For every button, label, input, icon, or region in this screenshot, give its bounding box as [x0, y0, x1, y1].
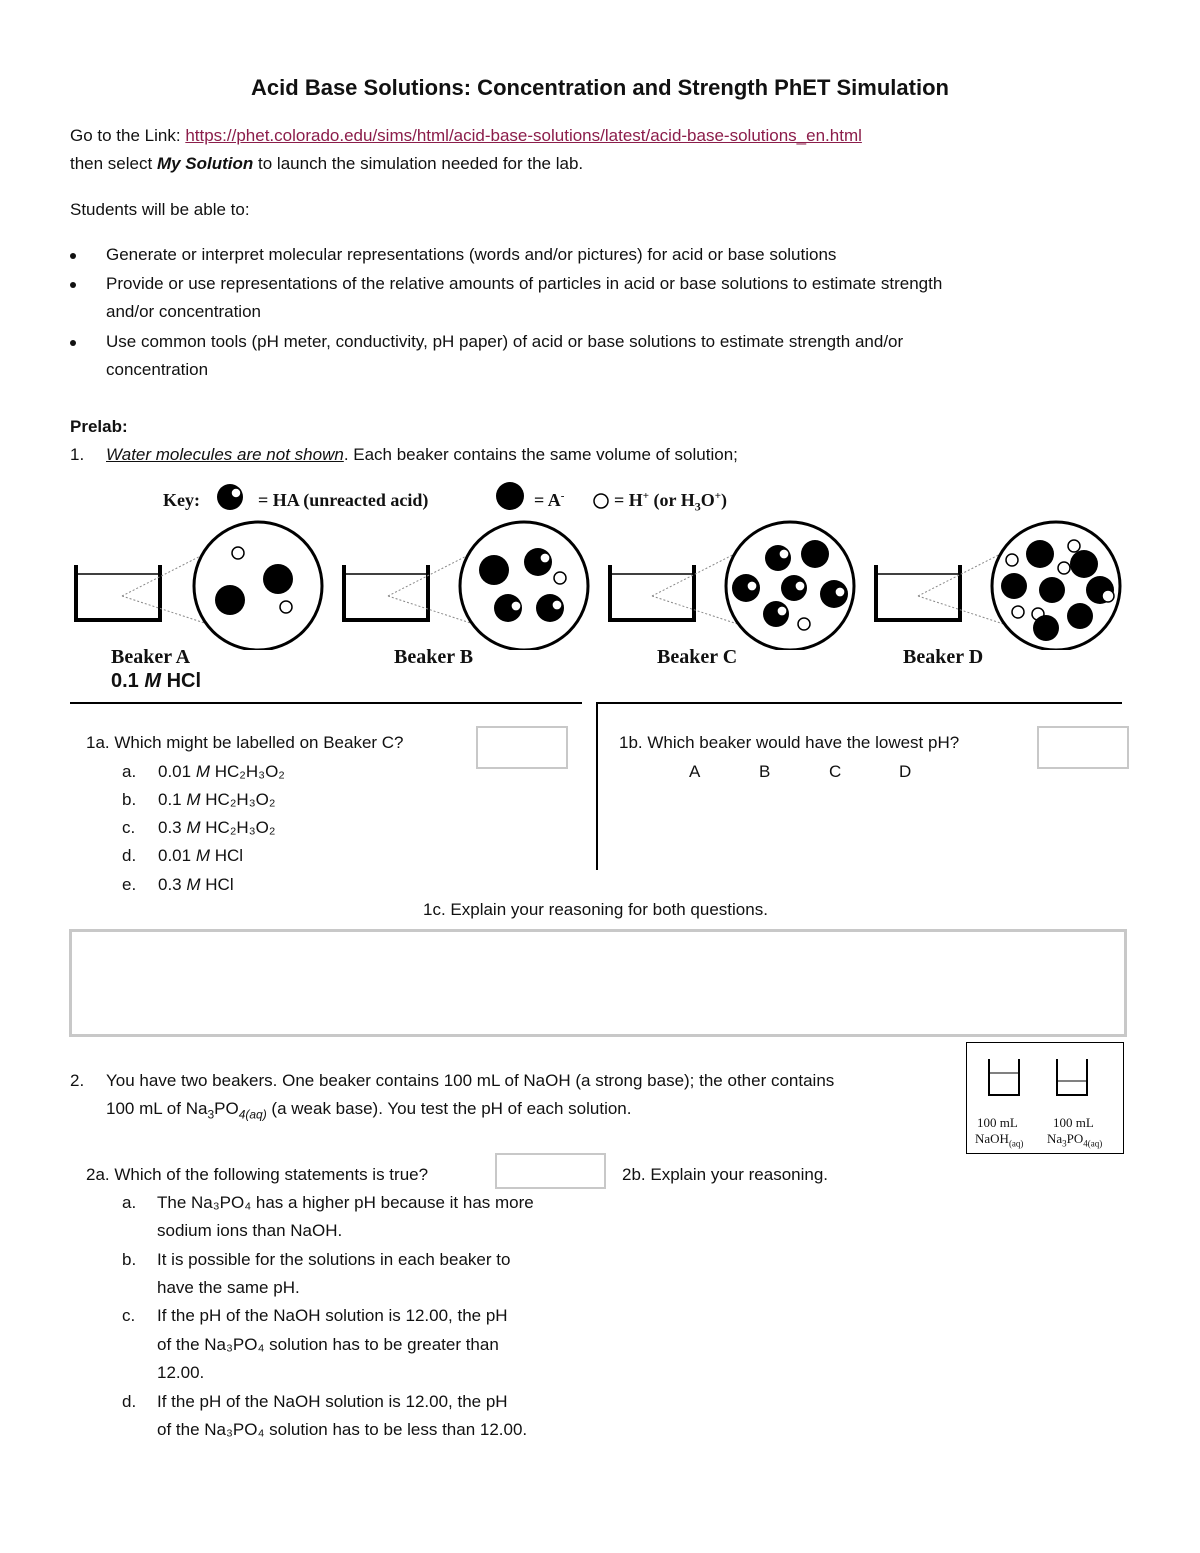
q1b-question: 1b. Which beaker would have the lowest pH? [619, 733, 960, 752]
objective-item: Provide or use representations of the relative amounts of particles in acid or base solutions to estimate strength [106, 274, 943, 293]
q1b-choice-a[interactable]: A [689, 762, 701, 781]
objectives-heading: Students will be able to: [70, 200, 250, 219]
q1b-choice-c[interactable]: C [829, 762, 842, 781]
beaker-d-figure [876, 522, 1120, 650]
objective-item: Use common tools (pH meter, conductivity, pH paper) of acid or base solutions to estimate strength and/or [106, 332, 904, 351]
beaker-a-label: Beaker A [111, 646, 191, 668]
intro-launch-line [70, 154, 583, 174]
na3po4-volume: 100 mL [1053, 1115, 1094, 1130]
q2a-option-text: If the pH of the NaOH solution is 12.00, the pH [157, 1392, 508, 1411]
q2a-option-text: It is possible for the solutions in each beaker to [157, 1250, 511, 1269]
na3po4-label: $Na_3PO_{4(aq)}$ [1047, 1131, 1103, 1149]
q1b-choice-d[interactable]: D [899, 762, 912, 781]
objective-item: Generate or interpret molecular representations (words and/or pictures) for acid or base solutions [106, 245, 837, 264]
my-solution-text: My Solution [156, 154, 254, 173]
goto-label: Go to the Link: [70, 126, 181, 145]
q2a-option-text: of the Na₃PO₄ solution has to be greater than [157, 1335, 499, 1354]
q1-number: 1. [70, 445, 85, 464]
q1-rest: . Each beaker contains the same volume of solution; [343, 445, 738, 464]
q2-text-line1: You have two beakers. One beaker contains 100 mL of NaOH (a strong base); the other contains [106, 1071, 835, 1090]
q2a-option-letter[interactable]: d. [122, 1392, 137, 1411]
q1a-option[interactable]: e. 0.3 M HCl [122, 875, 234, 894]
beaker-c-figure [610, 522, 854, 650]
beaker-c-label: Beaker C [657, 646, 738, 668]
beaker-a-figure [76, 522, 322, 650]
beaker-a-concentration: 0.1 M HCl [111, 670, 202, 692]
vertical-divider [596, 702, 598, 870]
q1a-option[interactable]: d. 0.01 M HCl [122, 846, 244, 865]
intro-link-line [70, 126, 862, 146]
then-select-text: then select [70, 154, 153, 173]
objective-item-continued: concentration [106, 360, 209, 379]
simulation-link[interactable]: https://phet.colorado.edu/sims/html/acid-base-solutions/latest/acid-base-solutions_en.html [185, 126, 862, 145]
q2b-question: 2b. Explain your reasoning. [622, 1165, 829, 1184]
q2a-option-letter[interactable]: b. [122, 1250, 137, 1269]
beaker-b-figure [344, 522, 588, 650]
q1-underlined: Water molecules are not shown [106, 445, 344, 464]
page-title: Acid Base Solutions: Concentration and Strength PhET Simulation [251, 75, 949, 100]
beaker-b-label: Beaker B [394, 646, 474, 668]
q2a-option-text: have the same pH. [157, 1278, 300, 1297]
q1a-option[interactable]: c. 0.3 M HC₂H₃O₂ [122, 818, 276, 837]
q1b-choice-b[interactable]: B [759, 762, 771, 781]
q1-text [106, 445, 738, 465]
bullet-icon [70, 340, 76, 346]
q2a-option-text: 12.00. [157, 1363, 205, 1382]
naoh-label: NaOH$_{(aq)}$ [975, 1131, 1024, 1149]
ha-key-icon [214, 482, 250, 512]
q2a-option-letter[interactable]: a. [122, 1193, 137, 1212]
objective-item-continued: and/or concentration [106, 302, 261, 321]
ha-key-text: = HA (unreacted acid) [258, 490, 429, 510]
q2a-option-text: sodium ions than NaOH. [157, 1221, 343, 1240]
q1c-question: 1c. Explain your reasoning for both questions. [423, 900, 768, 919]
a-minus-key-icon [494, 480, 526, 512]
bullet-icon [70, 282, 76, 288]
q2-beaker-figure [966, 1042, 1124, 1154]
h-plus-key-text: = H+ (or $H_3O^+$) [614, 490, 728, 514]
q1a-question: 1a. Which might be labelled on Beaker C? [86, 733, 404, 752]
beaker-diagram [0, 520, 1200, 650]
q1c-answer-box[interactable] [69, 929, 1127, 1037]
q1a-option[interactable]: b. 0.1 M HC₂H₃O₂ [122, 790, 276, 809]
q2-number: 2. [70, 1071, 85, 1090]
q2a-answer-box[interactable] [495, 1153, 606, 1189]
key-label: Key: [163, 490, 200, 510]
a-minus-key-text: = A- [534, 490, 565, 510]
bullet-icon [70, 253, 76, 259]
naoh-volume: 100 mL [977, 1115, 1018, 1130]
q1b-answer-box[interactable] [1037, 726, 1129, 769]
q2a-option-text: The Na₃PO₄ has a higher pH because it has more [157, 1193, 534, 1212]
q2a-option-text: of the Na₃PO₄ solution has to be less than 12.00. [157, 1420, 528, 1439]
divider-line [70, 702, 582, 704]
q2a-option-text: If the pH of the NaOH solution is 12.00, the pH [157, 1306, 508, 1325]
beaker-d-label: Beaker D [903, 646, 984, 668]
q2a-question: 2a. Which of the following statements is true? [86, 1165, 429, 1184]
prelab-heading: Prelab: [70, 417, 128, 436]
h-plus-key-icon [592, 492, 610, 510]
two-beakers-icon [967, 1043, 1123, 1103]
q1a-option[interactable]: a. 0.01 M HC₂H₃O₂ [122, 762, 285, 781]
q1a-answer-box[interactable] [476, 726, 568, 769]
launch-text: to launch the simulation needed for the lab. [258, 154, 584, 173]
q2a-option-letter[interactable]: c. [122, 1306, 136, 1325]
divider-line [598, 702, 1122, 704]
q2-text-line2: 100 mL of $Na_3PO_{4(aq)}$ (a weak base). You test the pH of each solution. [106, 1099, 632, 1122]
